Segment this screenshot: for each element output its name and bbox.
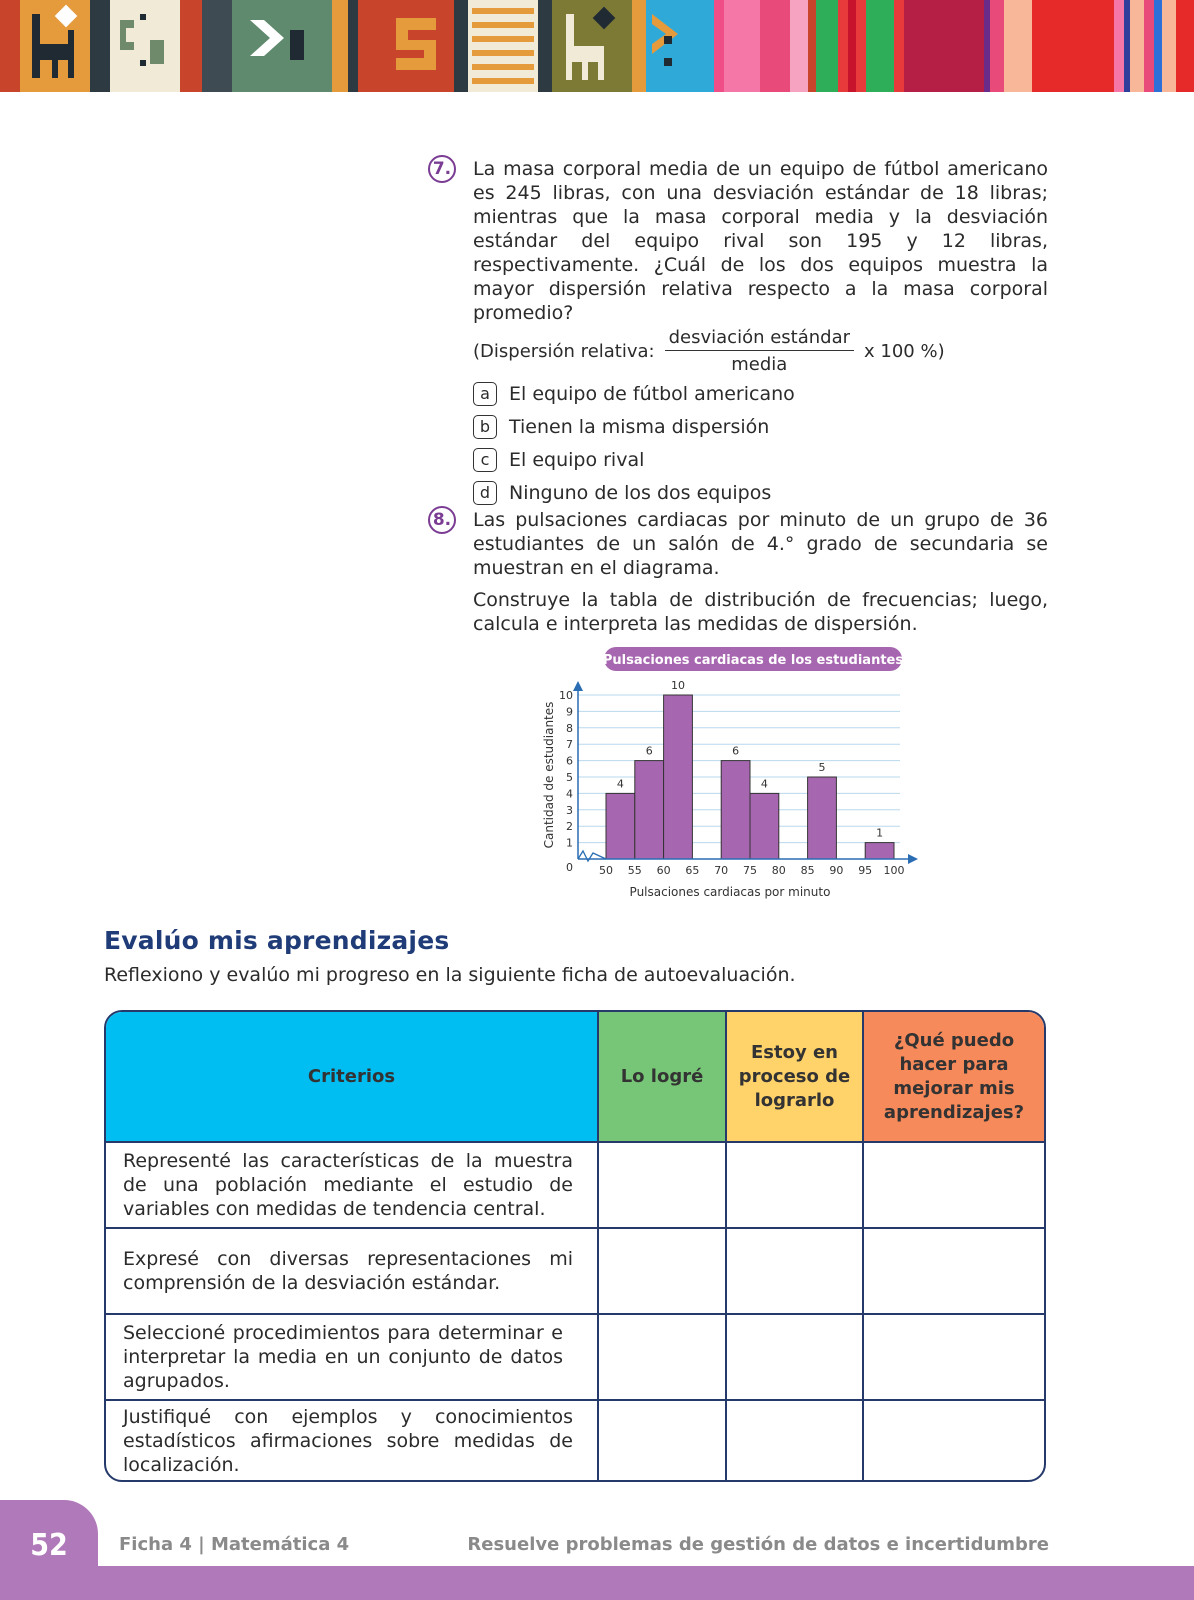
bar-value-label: 6 [645,744,653,758]
header-lo-logre: Lo logré [598,1012,726,1142]
bar-value-label: 4 [616,777,624,791]
x-tick-label: 60 [656,864,671,877]
x-axis-label: Pulsaciones cardiacas por minuto [629,885,831,899]
x-tick-label: 100 [883,864,905,877]
y-axis-label: Cantidad de estudiantes [542,701,556,849]
x-tick-label: 75 [743,864,757,877]
option-c[interactable] [473,443,1048,476]
y-tick-label: 8 [566,721,573,735]
decorative-textile-banner [0,0,1194,92]
mejorar-cell[interactable] [863,1228,1044,1314]
histogram-bar [750,793,779,859]
formula-fraction [665,327,854,375]
option-letter: b [473,415,497,439]
en-proceso-cell[interactable] [726,1142,863,1228]
histogram-bar [606,793,635,859]
x-tick-label: 65 [685,864,700,877]
question-number: 7. [428,155,456,183]
lo-logre-cell[interactable] [598,1400,726,1480]
y-tick-label: 9 [566,705,573,719]
criterion-cell: Expresé con diversas representaciones mi comprensión de la desviación estándar. [106,1228,598,1314]
en-proceso-cell[interactable] [726,1400,863,1480]
bar-value-label: 5 [818,761,826,774]
x-tick-label: 95 [858,864,873,877]
formula-suffix: x 100 %) [864,340,945,362]
bar-value-label: 10 [671,679,685,692]
page-number-tab [0,1500,98,1600]
question-paragraph: Las pulsaciones cardiacas por minuto de un grupo de 36 estudiantes de un salón de 4.° grado de secundaria se muestran en el diagrama. [473,509,1048,579]
question-7 [428,157,1048,509]
page-footer [0,1500,1194,1600]
option-letter: d [473,481,497,505]
x-tick-label: 70 [714,864,729,877]
option-text: El equipo rival [509,448,645,471]
x-axis-arrow [908,854,918,864]
header-en-proceso: Estoy en proceso de lograrlo [726,1012,863,1142]
histogram-bar [865,843,894,859]
y-tick-label: 2 [566,820,573,834]
x-tick-label: 80 [771,864,786,877]
y-tick-label: 1 [566,836,573,850]
criterion-cell: Representé las características de la muestra de una población mediante el estudio de variables con medidas de tendencia central. [106,1142,598,1228]
y-tick-label: 10 [559,689,573,702]
formula-numerator: desviación estándar [665,327,854,351]
en-proceso-cell[interactable] [726,1228,863,1314]
footer-right-text: Resuelve problemas de gestión de datos e incertidumbre [467,1534,1049,1555]
bar-value-label: 1 [876,826,884,840]
formula-denominator: media [731,354,788,375]
histogram-bar [808,777,837,859]
y-axis-arrow [573,681,583,691]
y-tick-label: 3 [566,803,573,817]
footer-left-text: Ficha 4 | Matemática 4 [119,1534,350,1555]
histogram-svg [540,645,940,905]
page-number: 52 [30,1528,68,1563]
relative-dispersion-formula [473,325,1048,377]
option-text: Ninguno de los dos equipos [509,481,772,504]
en-proceso-cell[interactable] [726,1314,863,1400]
y-tick-label: 5 [566,771,573,784]
x-tick-label: 85 [800,864,815,877]
option-d[interactable] [473,476,1048,509]
evaluation-subtitle: Reflexiono y evalúo mi progreso en la siguiente ficha de autoevaluación. [104,964,796,986]
evaluation-title: Evalúo mis aprendizajes [104,926,450,955]
mejorar-cell[interactable] [863,1142,1044,1228]
histogram-bar [664,695,693,859]
formula-prefix: (Dispersión relativa: [473,340,655,362]
question-text [473,508,1048,636]
criterion-cell: Seleccioné procedimientos para determinar e interpretar la media en un conjunto de datos agrupados. [106,1314,598,1400]
option-a[interactable] [473,377,1048,410]
header-mejorar: ¿Qué puedo hacer para mejorar mis aprendizajes? [863,1012,1044,1142]
option-text: El equipo de fútbol americano [509,382,795,405]
header-criterios: Criterios [106,1012,598,1142]
histogram-bar [721,761,750,859]
x-tick-label: 90 [829,864,844,877]
x-tick-label: 55 [627,864,642,877]
y-tick-label: 7 [566,738,573,752]
option-b[interactable] [473,410,1048,443]
question-number: 8. [428,506,456,534]
origin-label: 0 [566,861,573,874]
criterion-cell: Justifiqué con ejemplos y conocimientos estadísticos afirmaciones sobre medidas de localización. [106,1400,598,1480]
footer-bar [0,1566,1194,1600]
option-letter: c [473,448,497,472]
bar-value-label: 4 [760,777,768,791]
self-evaluation-table [104,1010,1046,1482]
question-paragraph: Construye la tabla de distribución de frecuencias; luego, calcula e interpreta las medidas de dispersión. [473,589,1048,635]
lo-logre-cell[interactable] [598,1314,726,1400]
bar-value-label: 6 [732,744,740,758]
lo-logre-cell[interactable] [598,1142,726,1228]
mejorar-cell[interactable] [863,1400,1044,1480]
histogram-chart [540,645,940,909]
x-tick-label: 50 [599,864,613,877]
y-tick-label: 6 [566,754,573,768]
question-8 [428,508,1048,644]
histogram-bar [635,761,664,859]
lo-logre-cell[interactable] [598,1228,726,1314]
chart-title: Pulsaciones cardiacas de los estudiantes [602,653,904,668]
y-tick-label: 4 [566,787,573,801]
option-text: Tienen la misma dispersión [509,415,770,438]
option-letter: a [473,382,497,406]
question-text: La masa corporal media de un equipo de fútbol americano es 245 libras, con una desviación estándar de 18 libras; mientras que la masa corporal media y la desviación estándar del equipo rival son 195 y 12 libras, respectivamente. ¿Cuál de los dos equipos muestra la mayor dispersión relativa respecto a la masa corporal promedio? [473,158,1048,324]
mejorar-cell[interactable] [863,1314,1044,1400]
